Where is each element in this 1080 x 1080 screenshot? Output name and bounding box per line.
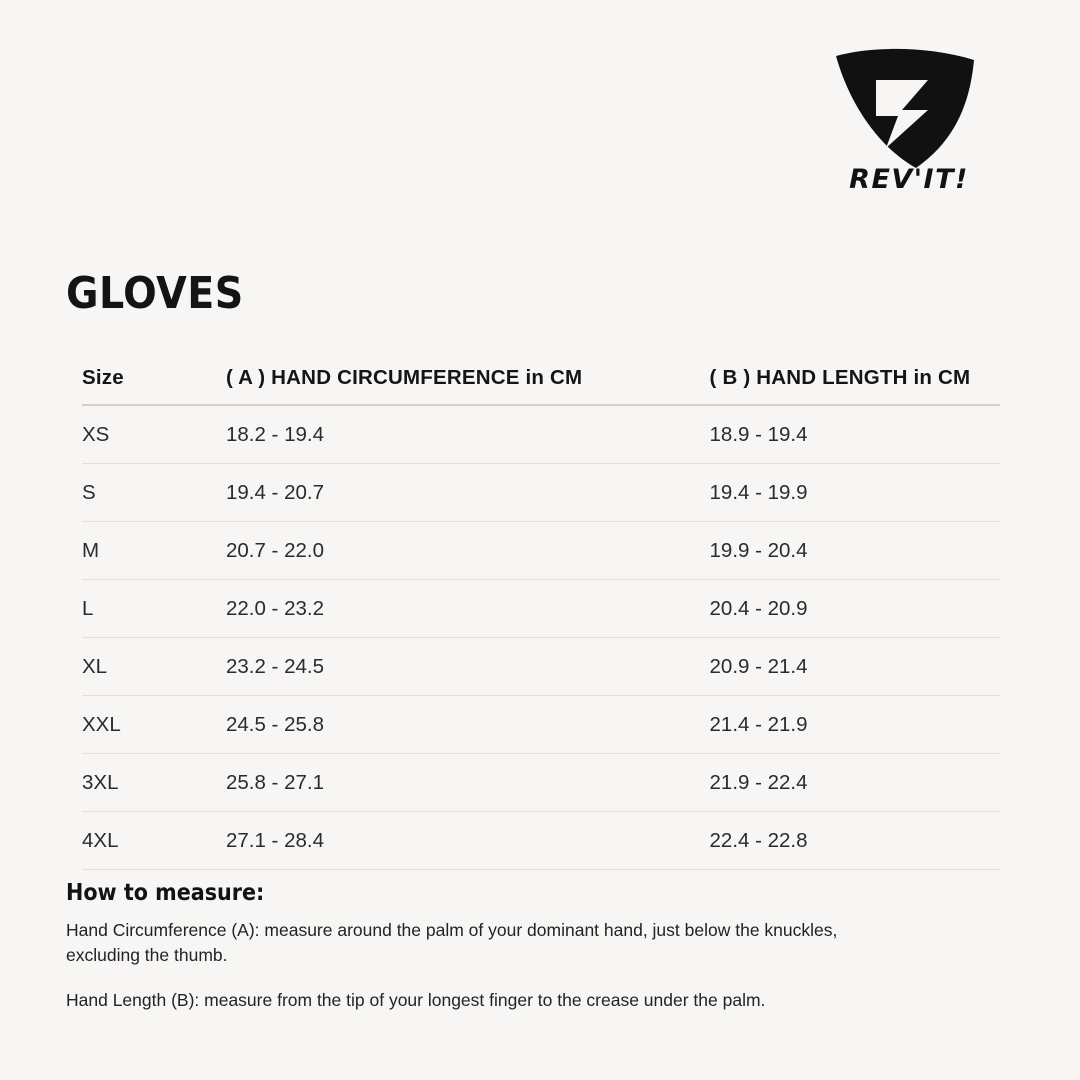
table-row [82,522,1000,580]
cell-size: 4XL [82,812,154,870]
cell-hand-circumference: 25.8 - 27.1 [154,754,710,812]
cell-hand-length: 22.4 - 22.8 [710,812,1000,870]
cell-hand-length: 19.9 - 20.4 [710,522,1000,580]
brand-logo [824,44,994,204]
header-hand-circumference: ( A ) HAND CIRCUMFERENCE in CM [154,366,710,405]
cell-hand-circumference: 27.1 - 28.4 [154,812,710,870]
cell-hand-length: 20.9 - 21.4 [710,638,1000,696]
revit-shield-icon [824,44,994,204]
cell-size: XL [82,638,154,696]
how-to-measure-title: How to measure: [66,880,265,906]
page-title: GLOVES [66,268,244,320]
cell-size: XS [82,405,154,464]
cell-hand-length: 18.9 - 19.4 [710,405,1000,464]
table-header-row [82,366,1000,405]
cell-hand-length: 19.4 - 19.9 [710,464,1000,522]
cell-size: M [82,522,154,580]
how-to-measure-circumference: Hand Circumference (A): measure around the palm of your dominant hand, just below the knuckles, excluding the thumb. [66,920,838,965]
table-row [82,464,1000,522]
cell-size: XXL [82,696,154,754]
cell-hand-circumference: 23.2 - 24.5 [154,638,710,696]
cell-size: 3XL [82,754,154,812]
table-row [82,812,1000,870]
cell-hand-circumference: 22.0 - 23.2 [154,580,710,638]
cell-hand-circumference: 24.5 - 25.8 [154,696,710,754]
table-row [82,754,1000,812]
table-row [82,580,1000,638]
header-size: Size [82,366,154,405]
cell-hand-circumference: 19.4 - 20.7 [154,464,710,522]
header-hand-length: ( B ) HAND LENGTH in CM [710,366,1000,405]
how-to-measure-length: Hand Length (B): measure from the tip of your longest finger to the crease under the palm. [66,989,766,1010]
size-chart-table [82,366,1000,870]
table-row [82,405,1000,464]
table-row [82,638,1000,696]
cell-size: L [82,580,154,638]
cell-hand-length: 21.9 - 22.4 [710,754,1000,812]
svg-text:REV'IT!: REV'IT! [849,164,969,195]
cell-size: S [82,464,154,522]
cell-hand-length: 20.4 - 20.9 [710,580,1000,638]
cell-hand-length: 21.4 - 21.9 [710,696,1000,754]
cell-hand-circumference: 18.2 - 19.4 [154,405,710,464]
table-row [82,696,1000,754]
cell-hand-circumference: 20.7 - 22.0 [154,522,710,580]
how-to-measure-section [66,880,946,1013]
